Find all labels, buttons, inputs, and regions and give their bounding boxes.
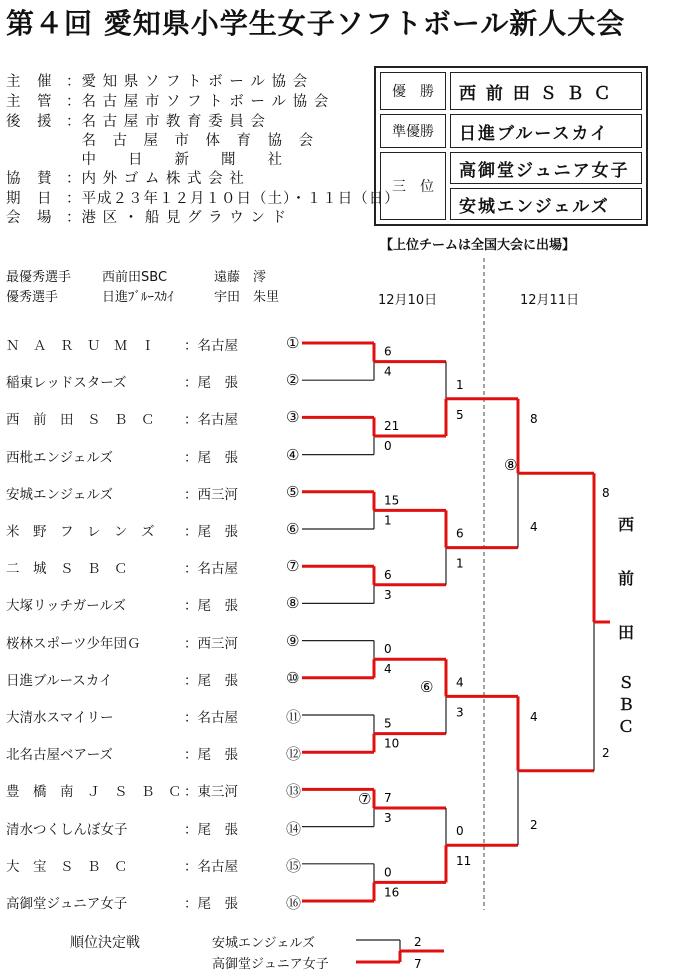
team-name: 清水つくしんぼ女子 xyxy=(6,821,128,838)
team-region: ：名古屋 xyxy=(184,858,238,875)
info-row: 主 催 ：愛 知 県 ソ フ ト ボ ー ル 協 会 xyxy=(6,74,309,90)
team-name: Ｎ Ａ Ｒ Ｕ Ｍ Ｉ xyxy=(6,338,155,354)
team-name: 二 城 Ｓ Ｂ Ｃ xyxy=(6,561,128,578)
seed-number: ⑪ xyxy=(286,708,302,726)
seed-number: ⑮ xyxy=(286,856,302,875)
placement-team: 安城エンジェルズ xyxy=(212,936,316,951)
team-region: ：名古屋 xyxy=(184,561,238,578)
placement-label: 順位決定戦 xyxy=(70,935,140,951)
score-label: 0 xyxy=(456,824,464,839)
team-region: ：西三河 xyxy=(184,635,238,652)
score-label: 3 xyxy=(456,705,464,720)
award-title: 優秀選手 xyxy=(6,290,59,305)
score-label: 4 xyxy=(530,709,538,724)
winner-char: Ｃ xyxy=(618,717,635,736)
winner-char: 田 xyxy=(618,623,635,642)
score-label: 10 xyxy=(384,736,400,751)
team-region: ：名古屋 xyxy=(184,710,238,726)
info-row: 主 管 ：名 古 屋 市 ソ フ ト ボ ー ル 協 会 xyxy=(6,94,330,110)
award-team: 西前田SBC xyxy=(102,270,168,285)
game-number: ⑥ xyxy=(420,678,434,696)
score-label: 5 xyxy=(456,407,464,422)
score-label: 1 xyxy=(456,556,464,571)
info-row: 名 古 屋 市 体 育 協 会 xyxy=(66,133,314,149)
info-row: 後 援 ：名 古 屋 市 教 育 委 員 会 xyxy=(6,114,266,130)
runner-up-label: 準優勝 xyxy=(380,114,446,148)
team-name: 豊 橋 南 Ｊ Ｓ Ｂ Ｃ xyxy=(6,784,182,801)
winner-char: Ｓ xyxy=(618,673,635,692)
score-label: 7 xyxy=(384,791,392,805)
score-label: 21 xyxy=(384,419,400,433)
seed-number: ⑫ xyxy=(286,745,302,764)
team-name: 安城エンジェルズ xyxy=(6,486,113,503)
seed-number: ④ xyxy=(286,445,300,464)
seed-number: ⑤ xyxy=(286,482,300,501)
seed-number: ⑬ xyxy=(286,782,302,801)
game-number: ⑦ xyxy=(358,790,372,808)
third-label: 三 位 xyxy=(380,152,446,220)
team-region: ：尾 張 xyxy=(184,598,238,615)
score-label: 8 xyxy=(602,486,610,501)
winner-char: 西 xyxy=(618,515,635,534)
day2-date: 12月11日 xyxy=(520,293,580,308)
score-label: 2 xyxy=(414,935,422,949)
placement-team: 高御堂ジュニア女子 xyxy=(212,957,329,972)
team-name: 米 野 フ レ ン ズ xyxy=(6,524,155,540)
game-number: ⑧ xyxy=(504,456,518,474)
champion-label: 優 勝 xyxy=(380,72,446,110)
team-name: 稲東レッドスターズ xyxy=(6,375,127,392)
day1-date: 12月10日 xyxy=(378,293,438,308)
award-player: 宇田 朱里 xyxy=(214,290,280,305)
seed-number: ⑨ xyxy=(286,631,300,650)
score-label: 16 xyxy=(384,885,400,900)
info-row: 会 場 ：港 区 ・ 船 見 グ ラ ウ ン ド xyxy=(6,210,287,226)
score-label: 5 xyxy=(384,716,392,731)
team-region: ：尾 張 xyxy=(184,821,238,838)
seed-number: ⑦ xyxy=(286,557,300,576)
team-region: ：尾 張 xyxy=(184,672,238,689)
score-label: 0 xyxy=(384,865,392,880)
score-label: 3 xyxy=(384,811,392,825)
score-label: 1 xyxy=(384,513,392,528)
score-label: 0 xyxy=(384,439,392,453)
team-region: ：名古屋 xyxy=(184,338,238,354)
award-title: 最優秀選手 xyxy=(6,270,72,285)
score-label: 7 xyxy=(414,957,422,971)
score-label: 4 xyxy=(530,520,538,535)
seed-number: ⑯ xyxy=(286,894,302,912)
seed-number: ⑭ xyxy=(286,819,302,838)
team-name: 桜林スポーツ少年団Ｇ xyxy=(6,635,141,652)
third-team: 安城エンジェルズ xyxy=(450,188,642,220)
score-label: 0 xyxy=(384,642,392,657)
seed-number: ② xyxy=(286,371,300,390)
team-region: ：尾 張 xyxy=(184,449,238,466)
score-label: 11 xyxy=(456,854,472,869)
seed-number: ③ xyxy=(286,408,300,427)
info-row: 中 日 新 聞 社 xyxy=(66,152,283,168)
score-label: 6 xyxy=(384,567,392,582)
score-label: 6 xyxy=(384,344,392,359)
score-label: 2 xyxy=(602,745,610,760)
team-name: 大塚リッチガールズ xyxy=(6,598,127,615)
team-name: 大清水スマイリー xyxy=(6,710,114,726)
team-region: ：尾 張 xyxy=(184,524,238,540)
third-team: 高御堂ジュニア女子 xyxy=(450,152,642,184)
team-region: ：尾 張 xyxy=(184,375,238,392)
score-label: 8 xyxy=(530,412,538,427)
info-row: 期 日 ：平成２３年１２月１０日（土）・１１日（日） xyxy=(6,191,400,207)
score-label: 6 xyxy=(456,526,464,541)
team-name: 日進ブルースカイ xyxy=(6,672,113,689)
seed-number: ① xyxy=(286,334,300,352)
team-region: ：名古屋 xyxy=(184,412,238,429)
winner-char: 前 xyxy=(618,569,635,588)
team-name: 西枇エンジェルズ xyxy=(6,449,113,466)
team-region: ：西三河 xyxy=(184,486,238,503)
seed-number: ⑧ xyxy=(286,594,300,613)
score-label: 2 xyxy=(530,817,538,832)
team-name: 西 前 田 Ｓ Ｂ Ｃ xyxy=(6,412,155,429)
qualification-note: 【上位チームは全国大会に出場】 xyxy=(380,238,576,253)
team-name: 高御堂ジュニア女子 xyxy=(6,896,128,912)
info-row: 協 賛 ：内 外 ゴ ム 株 式 会 社 xyxy=(6,171,245,187)
score-label: 4 xyxy=(384,662,392,677)
award-team: 日進ﾌﾞﾙｰｽｶｲ xyxy=(102,290,174,305)
score-label: 4 xyxy=(384,364,392,379)
score-label: 1 xyxy=(456,377,464,392)
team-name: 北名古屋ベアーズ xyxy=(6,747,113,764)
score-label: 3 xyxy=(384,587,392,602)
team-region: ：尾 張 xyxy=(184,747,238,764)
score-label: 15 xyxy=(384,493,400,508)
winner-char: Ｂ xyxy=(618,695,635,714)
seed-number: ⑩ xyxy=(286,668,300,687)
page-title: 第４回 愛知県小学生女子ソフトボール新人大会 xyxy=(6,7,626,40)
award-player: 遠藤 澪 xyxy=(214,270,267,285)
team-region: ：尾 張 xyxy=(184,896,238,912)
team-region: ：東三河 xyxy=(184,784,238,801)
seed-number: ⑥ xyxy=(286,520,300,538)
team-name: 大 宝 Ｓ Ｂ Ｃ xyxy=(6,858,128,875)
runner-up-team: 日進ブルースカイ xyxy=(450,114,642,148)
champion-team: 西 前 田 Ｓ Ｂ Ｃ xyxy=(450,72,642,110)
score-label: 4 xyxy=(456,675,464,690)
